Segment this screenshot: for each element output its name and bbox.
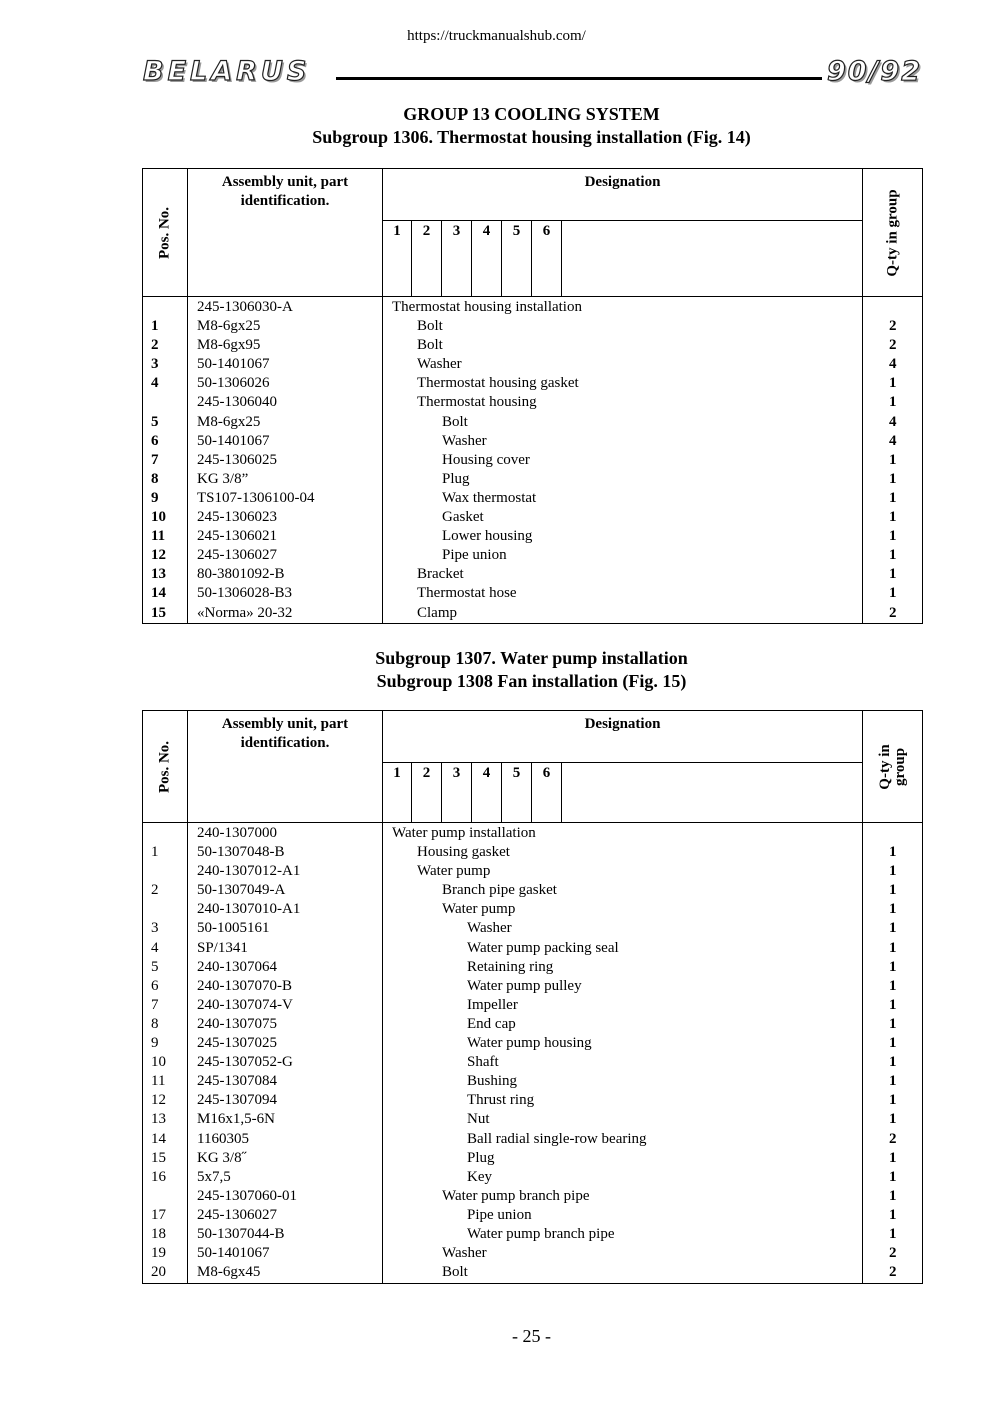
cell-desc: Washer — [417, 356, 462, 373]
cell-desc: Washer — [442, 432, 487, 449]
cell-part: 245-1306025 — [197, 451, 277, 468]
assembly-header-line1: Assembly unit, part — [221, 174, 349, 190]
cell-qty: 1 — [889, 1054, 897, 1071]
cell-desc: Bolt — [442, 413, 468, 430]
level-2: 2 — [412, 763, 442, 822]
cell-part: 50-1307044-B — [197, 1225, 285, 1242]
cell-pos: 14 — [151, 585, 166, 602]
cell-part: 245-1306021 — [197, 528, 277, 545]
cell-pos: 4 — [151, 939, 159, 956]
cell-qty: 1 — [889, 996, 897, 1013]
cell-qty: 1 — [889, 1206, 897, 1223]
level-numbers — [383, 220, 862, 296]
cell-pos: 11 — [151, 1073, 166, 1090]
cell-desc: Ball radial single-row bearing — [467, 1130, 647, 1147]
cell-qty: 4 — [889, 413, 897, 430]
cell-pos — [151, 393, 187, 412]
cell-pos: 4 — [151, 375, 159, 392]
cell-part: 50-1005161 — [197, 920, 270, 937]
cell-qty: 1 — [889, 394, 897, 411]
cell-part: M8-6gx95 — [197, 337, 261, 354]
subgroup-1308-title: Subgroup 1308 Fan installation (Fig. 15) — [376, 671, 687, 691]
cell-part: M8-6gx25 — [197, 318, 261, 335]
qty-header-line2: group — [891, 747, 908, 786]
cell-part: 240-1307070-B — [197, 977, 292, 994]
cell-pos: 3 — [151, 356, 159, 373]
cell-desc: Water pump branch pipe — [442, 1187, 590, 1204]
qty-header-label — [878, 744, 908, 789]
pos-header-label: Pos. No. — [156, 740, 173, 793]
designation-header — [383, 711, 863, 823]
cell-desc: Thermostat housing — [417, 394, 537, 411]
level-5: 5 — [502, 221, 532, 296]
assembly-header-line2: identification. — [240, 193, 330, 209]
level-2: 2 — [412, 221, 442, 296]
cell-qty: 1 — [889, 585, 897, 602]
cell-qty: 4 — [889, 356, 897, 373]
cell-pos: 20 — [151, 1264, 166, 1281]
cell-pos: 16 — [151, 1168, 166, 1185]
cell-desc: Clamp — [417, 604, 457, 621]
cell-part: 50-1306026 — [197, 375, 270, 392]
cell-part: 50-1401067 — [197, 1245, 270, 1262]
cell-qty: 1 — [889, 375, 897, 392]
cell-qty: 1 — [889, 977, 897, 994]
cell-pos: 15 — [151, 604, 166, 621]
cell-desc: Bracket — [417, 566, 464, 583]
cell-qty: 1 — [889, 1073, 897, 1090]
subgroup-1306-title: Subgroup 1306. Thermostat housing installation (Fig. 14) — [312, 127, 751, 147]
cell-qty: 2 — [889, 1245, 897, 1262]
cell-qty: 4 — [889, 432, 897, 449]
cell-pos — [151, 900, 187, 919]
cell-desc: Water pump branch pipe — [467, 1225, 615, 1242]
cell-pos: 19 — [151, 1245, 166, 1262]
cell-desc: Bolt — [417, 337, 443, 354]
cell-qty: 1 — [889, 547, 897, 564]
table-body-row — [143, 297, 923, 624]
cell-part: 5x7,5 — [197, 1168, 231, 1185]
qty-column — [863, 297, 923, 624]
cell-part: 245-1307084 — [197, 1073, 277, 1090]
cell-qty: 1 — [889, 1225, 897, 1242]
cell-qty: 1 — [889, 509, 897, 526]
water-pump-parts-table — [142, 710, 923, 1284]
cell-pos: 6 — [151, 432, 159, 449]
cell-qty: 1 — [889, 844, 897, 861]
cell-pos: 3 — [151, 920, 159, 937]
cell-part: 245-1306027 — [197, 1206, 277, 1223]
designation-column — [383, 297, 863, 624]
level-rest — [562, 221, 862, 296]
cell-pos: 8 — [151, 1015, 159, 1032]
cell-desc: Washer — [467, 920, 512, 937]
cell-desc: Water pump pulley — [467, 977, 582, 994]
cell-desc: Pipe union — [442, 547, 507, 564]
cell-qty: 1 — [889, 863, 897, 880]
cell-part: 245-1306030-A — [197, 299, 293, 315]
cell-qty: 1 — [889, 566, 897, 583]
level-6: 6 — [532, 763, 562, 822]
part-column — [188, 823, 383, 1284]
cell-part: 50-1401067 — [197, 432, 270, 449]
cell-qty: 1 — [889, 1092, 897, 1109]
cell-desc: Gasket — [442, 509, 484, 526]
cell-pos: 7 — [151, 996, 159, 1013]
pos-column — [143, 297, 188, 624]
cell-part: 50-1307049-A — [197, 882, 286, 899]
cell-desc: Housing gasket — [417, 844, 510, 861]
pos-header — [143, 711, 188, 823]
cell-part: 245-1306023 — [197, 509, 277, 526]
cell-desc: Plug — [442, 470, 470, 487]
designation-header — [383, 169, 863, 297]
pos-header-label: Pos. No. — [156, 206, 173, 259]
cell-pos — [151, 862, 187, 881]
cell-part: 245-1306027 — [197, 547, 277, 564]
table-body-row — [143, 823, 923, 1284]
cell-part: 245-1306040 — [197, 394, 277, 411]
qty-column — [863, 823, 923, 1284]
cell-desc: Plug — [467, 1149, 495, 1166]
cell-pos: 7 — [151, 451, 159, 468]
cell-pos: 8 — [151, 470, 159, 487]
assembly-header-line1: Assembly unit, part — [221, 716, 349, 732]
cell-desc: Housing cover — [442, 451, 530, 468]
cell-part: 240-1307074-V — [197, 996, 293, 1013]
cell-pos: 10 — [151, 1054, 166, 1071]
cell-pos: 17 — [151, 1206, 166, 1223]
level-3: 3 — [442, 763, 472, 822]
table-header-row — [143, 711, 923, 823]
level-5: 5 — [502, 763, 532, 822]
cell-part: SP/1341 — [197, 939, 248, 956]
cell-part: M16x1,5-6N — [197, 1111, 275, 1128]
designation-header-label: Designation — [584, 174, 661, 190]
cell-qty: 1 — [889, 489, 897, 506]
assembly-header — [188, 711, 383, 823]
cell-pos: 12 — [151, 547, 166, 564]
cell-desc: Lower housing — [442, 528, 533, 545]
cell-pos: 13 — [151, 1111, 166, 1128]
cell-desc: Pipe union — [467, 1206, 532, 1223]
cell-desc: Water pump housing — [467, 1035, 592, 1052]
cell-part: 245-1307052-G — [197, 1054, 293, 1071]
cell-part: 240-1307012-A1 — [197, 863, 301, 880]
designation-header-label: Designation — [584, 716, 661, 732]
level-3: 3 — [442, 221, 472, 296]
cell-part: 245-1307060-01 — [197, 1187, 297, 1204]
cell-part: 245-1307094 — [197, 1092, 277, 1109]
thermostat-parts-table — [142, 168, 923, 624]
cell-qty: 1 — [889, 901, 897, 918]
cell-desc: Bolt — [442, 1264, 468, 1281]
page-number: - 25 - — [512, 1326, 551, 1346]
cell-desc: Impeller — [467, 996, 518, 1013]
cell-desc: Branch pipe gasket — [442, 882, 557, 899]
qty-header — [863, 169, 923, 297]
cell-part: «Norma» 20-32 — [197, 604, 293, 621]
cell-qty: 1 — [889, 451, 897, 468]
cell-pos — [151, 824, 187, 843]
cell-qty: 1 — [889, 939, 897, 956]
qty-header-label: Q-ty in group — [884, 188, 900, 277]
cell-desc: Water pump packing seal — [467, 939, 619, 956]
brand-logo: BELARUS — [143, 56, 311, 87]
cell-desc: Thermostat housing installation — [392, 299, 582, 315]
cell-qty: 1 — [889, 920, 897, 937]
cell-pos: 10 — [151, 509, 166, 526]
cell-pos: 6 — [151, 977, 159, 994]
cell-desc: Water pump installation — [392, 825, 536, 841]
header-rule — [336, 77, 822, 80]
cell-part: 50-1401067 — [197, 356, 270, 373]
designation-column — [383, 823, 863, 1284]
cell-qty: 2 — [889, 604, 897, 621]
cell-pos: 1 — [151, 844, 159, 861]
page-header — [143, 56, 922, 90]
cell-pos: 1 — [151, 318, 159, 335]
cell-qty — [889, 824, 922, 843]
cell-desc: Thrust ring — [467, 1092, 535, 1109]
cell-part: 50-1306028-B3 — [197, 585, 292, 602]
cell-part: 240-1307010-A1 — [197, 901, 301, 918]
cell-part: M8-6gx25 — [197, 413, 261, 430]
level-6: 6 — [532, 221, 562, 296]
cell-qty: 1 — [889, 958, 897, 975]
cell-pos: 14 — [151, 1130, 166, 1147]
cell-pos — [151, 1187, 187, 1206]
cell-part: KG 3/8” — [197, 470, 249, 487]
cell-desc: Water pump — [442, 901, 516, 918]
cell-part: TS107-1306100-04 — [197, 489, 315, 506]
cell-desc: Bushing — [467, 1073, 518, 1090]
assembly-header-line2: identification. — [240, 735, 330, 751]
cell-qty: 2 — [889, 1130, 897, 1147]
level-4: 4 — [472, 763, 502, 822]
cell-desc: Wax thermostat — [442, 489, 537, 506]
qty-header — [863, 711, 923, 823]
cell-pos: 13 — [151, 566, 166, 583]
source-url: https://truckmanualshub.com/ — [407, 28, 586, 44]
group-title: GROUP 13 COOLING SYSTEM — [403, 104, 660, 124]
cell-part: 80-3801092-B — [197, 566, 285, 583]
cell-qty: 1 — [889, 1187, 897, 1204]
level-numbers — [383, 762, 862, 822]
cell-qty: 1 — [889, 1015, 897, 1032]
level-1: 1 — [383, 763, 412, 822]
cell-qty: 1 — [889, 528, 897, 545]
cell-desc: Nut — [467, 1111, 490, 1128]
part-column — [188, 297, 383, 624]
cell-pos: 9 — [151, 489, 159, 506]
cell-desc: End cap — [467, 1015, 516, 1032]
cell-pos: 9 — [151, 1035, 159, 1052]
cell-part: 50-1307048-B — [197, 844, 285, 861]
cell-part: KG 3/8˝ — [197, 1149, 247, 1166]
cell-qty: 1 — [889, 882, 897, 899]
pos-column — [143, 823, 188, 1284]
cell-part: 240-1307064 — [197, 958, 277, 975]
cell-qty: 1 — [889, 1149, 897, 1166]
model-logo: 90/92 — [826, 56, 922, 87]
cell-part: 1160305 — [197, 1130, 249, 1147]
cell-desc: Thermostat hose — [417, 585, 517, 602]
cell-part: 240-1307000 — [197, 825, 277, 841]
cell-qty — [889, 298, 922, 317]
cell-qty: 2 — [889, 318, 897, 335]
level-1: 1 — [383, 221, 412, 296]
table-header-row — [143, 169, 923, 297]
cell-qty: 1 — [889, 470, 897, 487]
cell-part: 240-1307075 — [197, 1015, 277, 1032]
cell-desc: Thermostat housing gasket — [417, 375, 579, 392]
level-4: 4 — [472, 221, 502, 296]
cell-pos: 18 — [151, 1225, 166, 1242]
cell-qty: 2 — [889, 1264, 897, 1281]
cell-desc: Water pump — [417, 863, 491, 880]
cell-pos: 12 — [151, 1092, 166, 1109]
cell-qty: 1 — [889, 1111, 897, 1128]
qty-header-line1: Q-ty in — [876, 743, 893, 790]
cell-desc: Bolt — [417, 318, 443, 335]
cell-pos: 5 — [151, 413, 159, 430]
cell-part: M8-6gx45 — [197, 1264, 261, 1281]
cell-qty: 1 — [889, 1035, 897, 1052]
cell-pos: 5 — [151, 958, 159, 975]
cell-desc: Retaining ring — [467, 958, 554, 975]
subgroup-1307-title: Subgroup 1307. Water pump installation — [375, 648, 688, 668]
cell-part: 245-1307025 — [197, 1035, 277, 1052]
cell-pos: 11 — [151, 528, 166, 545]
cell-pos: 2 — [151, 882, 159, 899]
assembly-header — [188, 169, 383, 297]
level-rest — [562, 763, 862, 822]
cell-pos: 2 — [151, 337, 159, 354]
pos-header — [143, 169, 188, 297]
cell-desc: Shaft — [467, 1054, 499, 1071]
cell-qty: 1 — [889, 1168, 897, 1185]
cell-pos: 15 — [151, 1149, 166, 1166]
cell-desc: Washer — [442, 1245, 487, 1262]
cell-desc: Key — [467, 1168, 492, 1185]
cell-pos — [151, 298, 187, 317]
cell-qty: 2 — [889, 337, 897, 354]
